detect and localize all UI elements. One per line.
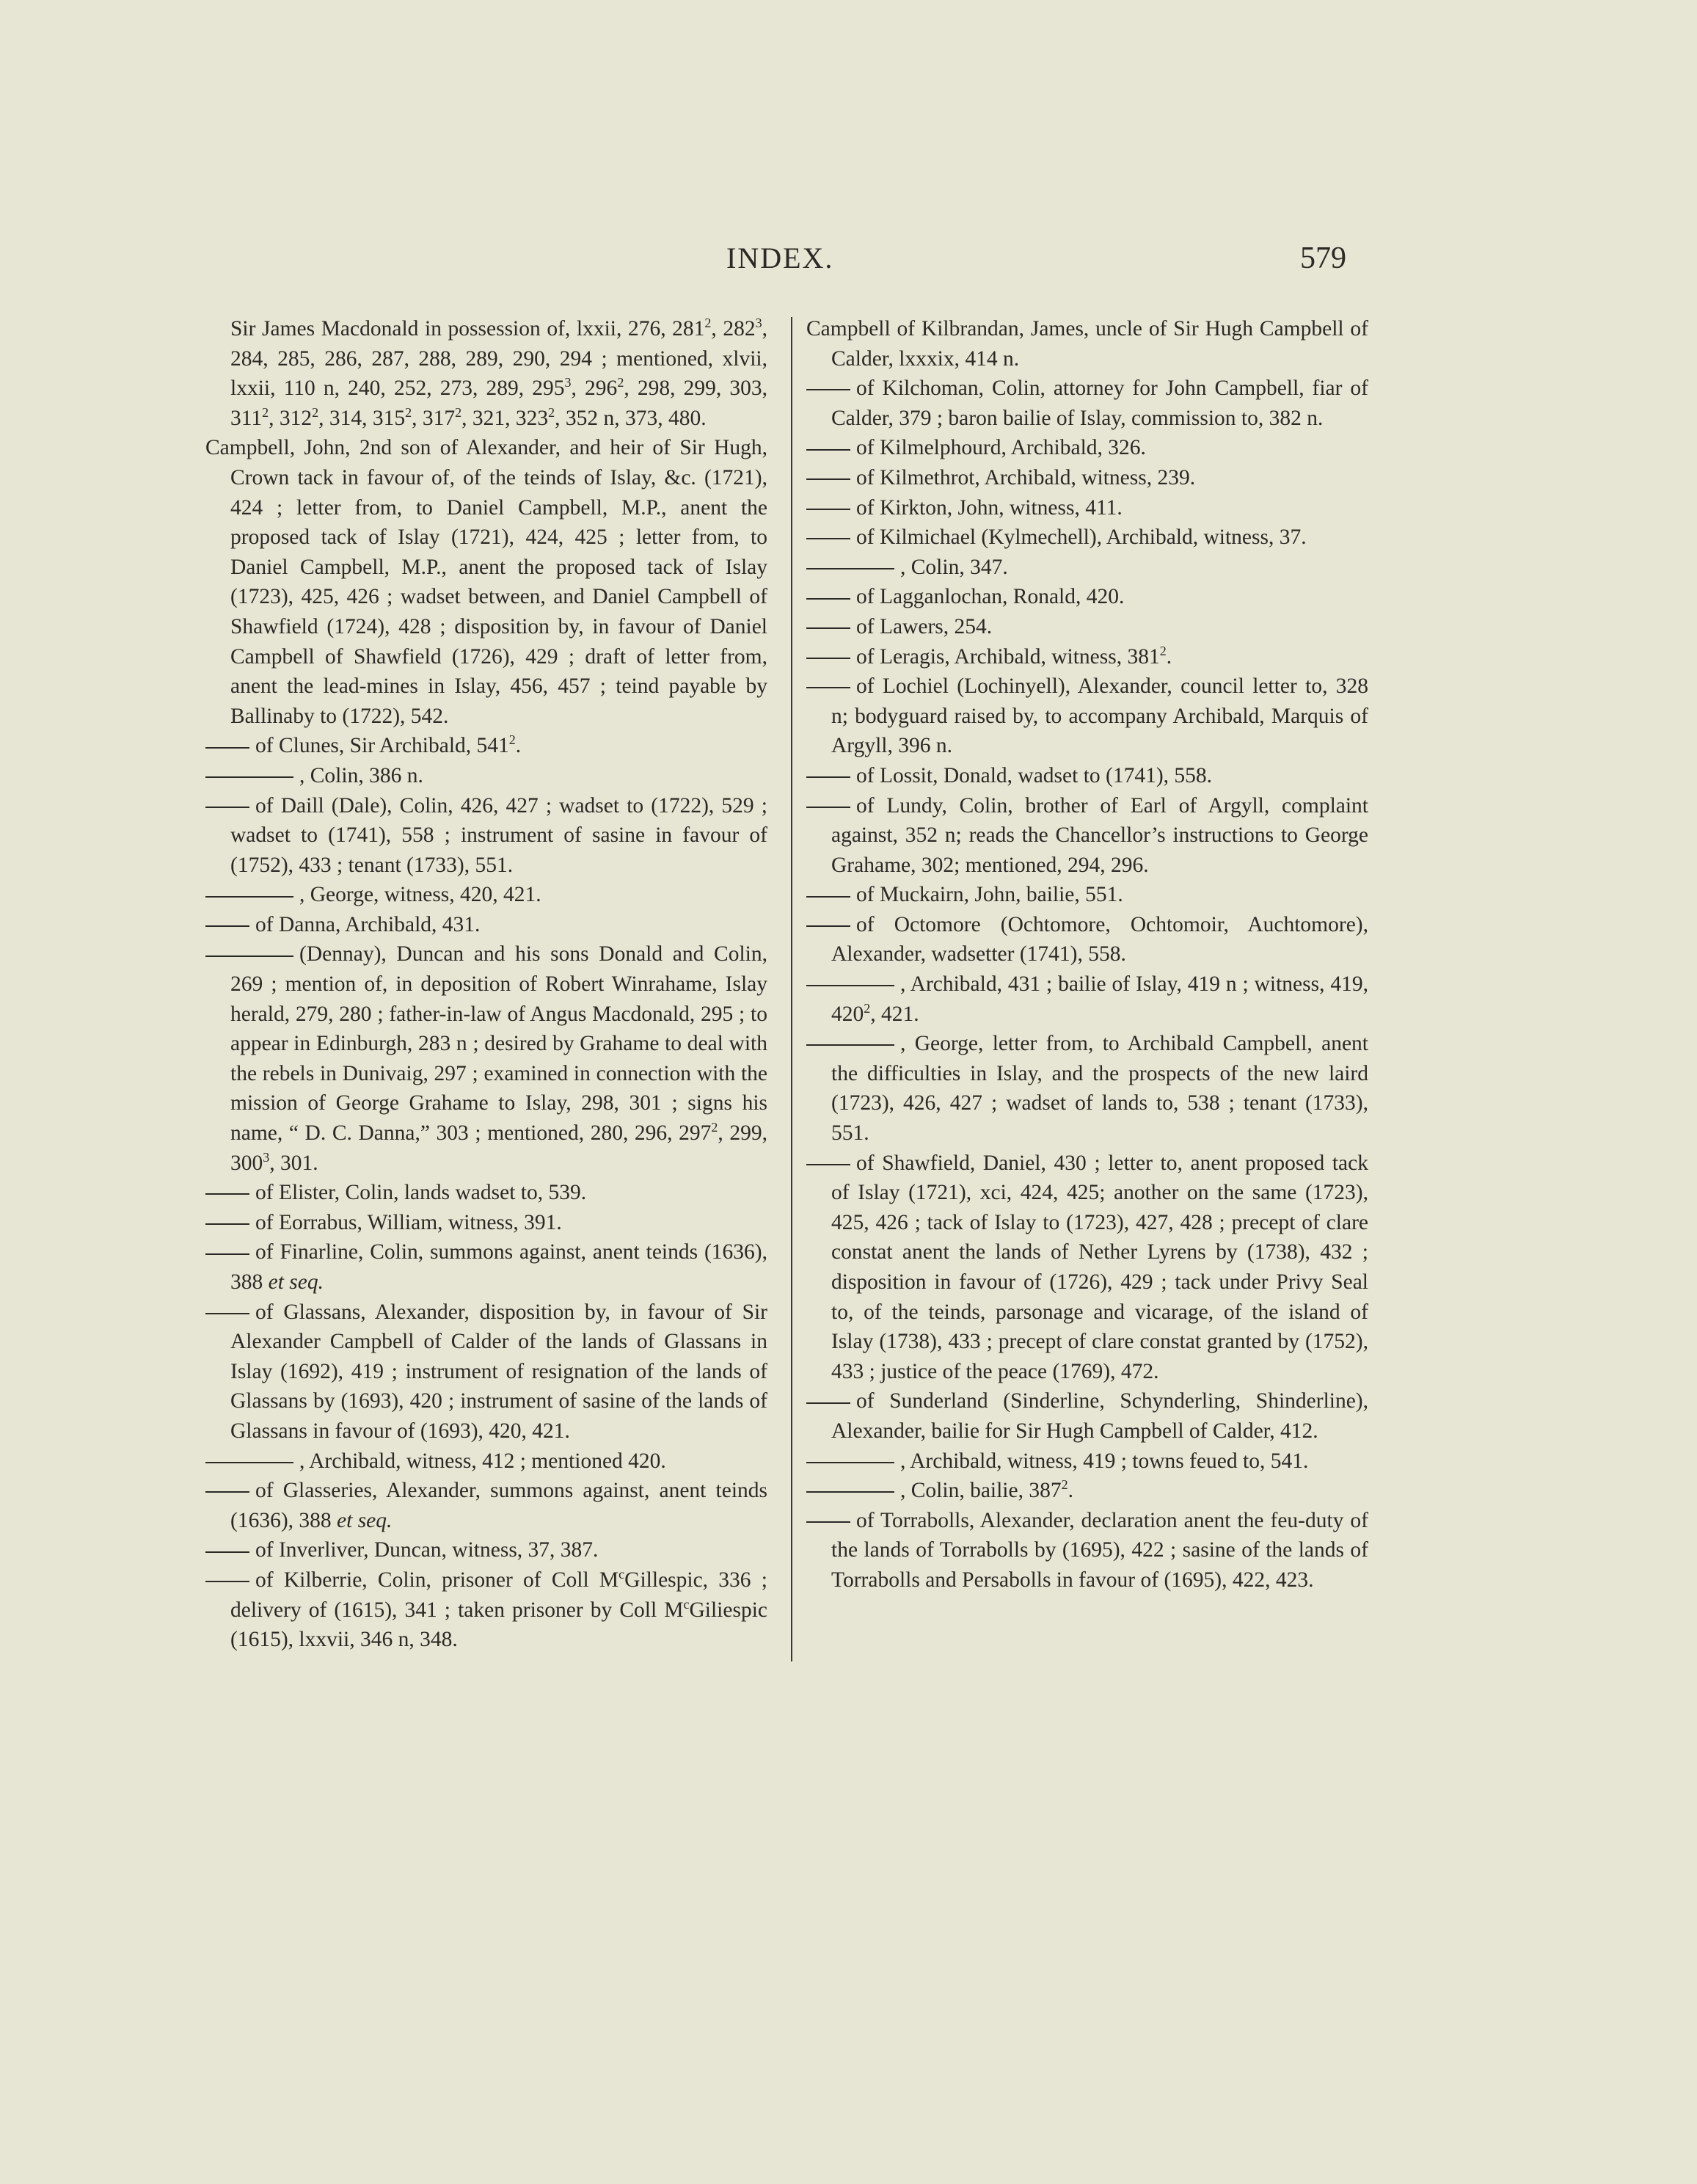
entry-text: of Kilmichael (Kylmechell), Archibald, witness, 37. — [856, 525, 1307, 550]
ditto-dash — [806, 389, 850, 390]
ditto-dash — [806, 1491, 894, 1493]
superscript: 2 — [262, 404, 269, 420]
index-entry — [205, 910, 767, 940]
ditto-dash — [205, 1462, 293, 1463]
column-divider — [791, 317, 792, 1661]
entry-text: of Eorrabus, William, witness, 391. — [255, 1210, 562, 1234]
entry-text: of Elister, Colin, lands wadset to, 539. — [255, 1181, 587, 1205]
entry-text: , George, letter from, to Archibald Campbell, anent the difficulties in Islay, and the prospects of the new laird (1723), 426, 427 ; wadset of lands to, 538 ; tenant (1733), 551. — [831, 1032, 1368, 1146]
superscript: 2 — [1061, 1477, 1068, 1493]
entry-text: of Glassans, Alexander, disposition by, in favour of Sir Alexander Campbell of Calder of the lands of Glassans in Islay (1692), 419 ; instrument of resignation of the lands of Glassans by (1693), 420 ; instrument of sasine of the lands of Glassans in favour of (1693), 420, 421. — [230, 1300, 767, 1443]
index-entry — [806, 1506, 1368, 1595]
superscript: 2 — [864, 1000, 871, 1016]
ditto-dash — [806, 538, 850, 539]
index-entry — [205, 1208, 767, 1238]
ditto-dash — [806, 1462, 894, 1463]
ditto-dash — [205, 1551, 249, 1553]
entry-text: , 312 — [269, 406, 313, 430]
entry-text: of Leragis, Archibald, witness, 381 — [856, 644, 1160, 669]
ditto-dash — [205, 956, 293, 957]
entry-text: of Finarline, Colin, summons against, anent teinds (1636), 388 — [230, 1240, 767, 1294]
index-entry — [205, 1297, 767, 1446]
entry-text: , Archibald, witness, 412 ; mentioned 420. — [299, 1449, 666, 1473]
entry-text: , 352 n, 373, 480. — [555, 406, 707, 430]
index-entry — [806, 314, 1368, 374]
entry-text: of Lagganlochan, Ronald, 420. — [856, 585, 1125, 609]
entry-text: (Dennay), Duncan and his sons Donald and Colin, 269 ; mention of, in deposition of Robert Winrahame, Islay herald, 279, 280 ; father-in-law of Angus Macdonald, 295 ; to appear in Edinburgh, 283 n ; desired by Grahame to deal with the rebels in Dunivaig, 297 ; examined in connection with the mission of George Grahame to Islay, 298, 301 ; signs his name, “ D. C. Danna,” 303 ; mentioned, 280, 296, 297 — [230, 942, 767, 1146]
entry-text: , 298, 299, 303, 311 — [230, 376, 768, 430]
index-entry — [205, 1237, 767, 1297]
ditto-dash — [806, 478, 850, 480]
ditto-dash — [806, 658, 850, 659]
ditto-dash — [205, 1193, 249, 1195]
entry-text: , 321, 323 — [461, 406, 549, 430]
index-entry — [806, 969, 1368, 1029]
index-entry — [205, 731, 767, 761]
entry-text: . — [1068, 1479, 1073, 1503]
index-entry — [806, 1476, 1368, 1506]
running-title: INDEX. — [726, 241, 834, 274]
entry-text: of Daill (Dale), Colin, 426, 427 ; wadset to (1722), 529 ; wadset to (1741), 558 ; instrument of sasine in favour of (1752), 433 ; tenant (1733), 551. — [230, 793, 767, 877]
ditto-dash — [205, 776, 293, 778]
entry-text: Gillespic, 336 ; delivery of (1615), 341 ; taken prisoner by Coll M — [230, 1568, 767, 1622]
entry-text: , 421. — [870, 1002, 919, 1026]
entry-text: , 314, 315 — [318, 406, 406, 430]
ditto-dash — [205, 1491, 249, 1493]
entry-text: of Kilmethrot, Archibald, witness, 239. — [856, 465, 1196, 489]
ditto-dash — [806, 985, 894, 986]
superscript: 2 — [312, 404, 319, 420]
ditto-dash — [205, 896, 293, 898]
index-entry — [806, 1029, 1368, 1148]
left-index-column — [205, 314, 767, 1655]
index-entry — [205, 1476, 767, 1535]
entry-text: of Danna, Archibald, 431. — [255, 912, 481, 936]
right-index-column — [806, 314, 1368, 1595]
index-entry — [205, 880, 767, 910]
ditto-dash — [806, 1164, 850, 1165]
index-entry — [806, 1446, 1368, 1477]
index-entry — [806, 582, 1368, 612]
ditto-dash — [806, 449, 850, 451]
superscript: 2 — [1159, 643, 1167, 658]
entry-text: , 301. — [269, 1151, 318, 1175]
entry-text: of Sunderland (Sinderline, Schynderling, Shinderline), Alexander, bailie for Sir Hugh Campbell of Calder, 412. — [831, 1389, 1368, 1443]
superscript: 2 — [704, 316, 712, 331]
entry-text: , Colin, bailie, 387 — [900, 1479, 1062, 1503]
index-entry — [806, 642, 1368, 672]
index-entry — [205, 314, 767, 433]
superscript: 3 — [755, 316, 762, 331]
index-entry — [806, 374, 1368, 433]
ditto-dash — [806, 1521, 850, 1523]
ditto-dash — [806, 896, 850, 898]
index-entry — [205, 1178, 767, 1208]
index-entry — [806, 493, 1368, 523]
ditto-dash — [205, 747, 249, 749]
index-entry — [806, 1386, 1368, 1446]
entry-text: of Lossit, Donald, wadset to (1741), 558. — [856, 763, 1213, 787]
ditto-dash — [806, 925, 850, 927]
index-entry — [806, 1149, 1368, 1387]
entry-text: , 282 — [711, 317, 756, 341]
index-entry — [205, 1565, 767, 1655]
ditto-dash — [806, 687, 850, 688]
index-entry — [806, 433, 1368, 463]
ditto-dash — [205, 807, 249, 808]
page-header — [0, 236, 1697, 280]
entry-text: of Octomore (Ochtomore, Ochtomoir, Auchtomore), Alexander, wadsetter (1741), 558. — [831, 912, 1368, 967]
superscript: 2 — [548, 404, 555, 420]
index-entry — [806, 553, 1368, 583]
ditto-dash — [806, 598, 850, 600]
ditto-dash — [205, 1223, 249, 1225]
superscript: 2 — [617, 375, 624, 390]
superscript: 2 — [508, 732, 516, 748]
ditto-dash — [205, 1253, 249, 1255]
index-entry — [205, 1446, 767, 1477]
index-entry — [806, 761, 1368, 791]
superscript: 2 — [455, 404, 462, 420]
superscript: 2 — [405, 404, 412, 420]
entry-text: , 284, 285, 286, 287, 288, 289, 290, 294 ; mentioned, xlvii, lxxii, 110 n, 240, 252, 273, 289, 295 — [230, 317, 767, 401]
entry-text: of Torrabolls, Alexander, declaration anent the feu-duty of the lands of Torrabolls by (1695), 422 ; sasine of the lands of Torrabolls and Persabolls in favour of (1695), 422, 423. — [831, 1508, 1368, 1592]
index-entry — [806, 880, 1368, 910]
superscript: 3 — [564, 375, 572, 390]
index-entry — [806, 612, 1368, 642]
entry-text: of Inverliver, Duncan, witness, 37, 387. — [255, 1538, 599, 1562]
italic-text: et seq. — [268, 1270, 324, 1294]
ditto-dash — [806, 807, 850, 808]
ditto-dash — [205, 1581, 249, 1582]
index-entry — [205, 1535, 767, 1565]
superscript: 3 — [263, 1149, 270, 1165]
entry-text: . — [1166, 644, 1172, 669]
entry-text: Giliespic (1615), lxxvii, 346 n, 348. — [230, 1598, 767, 1652]
ditto-dash — [806, 509, 850, 510]
entry-text: of Kilchoman, Colin, attorney for John Campbell, fiar of Calder, 379 ; baron bailie of Islay, commission to, 382 n. — [831, 376, 1368, 430]
entry-text: Campbell of Kilbrandan, James, uncle of Sir Hugh Campbell of Calder, lxxxix, 414 n. — [806, 317, 1368, 371]
ditto-dash — [806, 1402, 850, 1404]
entry-text: Campbell, John, 2nd son of Alexander, and heir of Sir Hugh, Crown tack in favour of, of the teinds of Islay, &c. (1721), 424 ; letter from, to Daniel Campbell, M.P., anent the proposed tack of Islay (1721), 424, 425 ; letter from, to Daniel Campbell, M.P., anent the proposed tack of Islay (1723), 425, 426 ; wadset between, and Daniel Campbell of Shawfield (1724), 428 ; disposition by, in favour of Daniel Campbell of Shawfield (1726), 429 ; draft of letter from, anent the lead-mines in Islay, 456, 457 ; teind payable by Ballinaby to (1722), 542. — [205, 436, 767, 728]
entry-text: of Kilmelphourd, Archibald, 326. — [856, 436, 1146, 460]
entry-text: , George, witness, 420, 421. — [299, 883, 541, 907]
ditto-dash — [205, 925, 249, 927]
entry-text: Sir James Macdonald in possession of, lxxii, 276, 281 — [230, 317, 705, 341]
entry-text: , Archibald, witness, 419 ; towns feued to, 541. — [900, 1449, 1309, 1473]
entry-text: of Kirkton, John, witness, 411. — [856, 495, 1123, 520]
entry-text: , Archibald, 431 ; bailie of Islay, 419 n ; witness, 419, 420 — [831, 972, 1368, 1026]
ditto-dash — [806, 1044, 894, 1046]
entry-text: , 317 — [412, 406, 456, 430]
entry-text: , 299, 300 — [230, 1121, 768, 1175]
index-entry — [806, 671, 1368, 761]
entry-text: , Colin, 347. — [900, 555, 1008, 579]
entry-text: of Muckairn, John, bailie, 551. — [856, 883, 1123, 907]
index-entry — [205, 761, 767, 791]
index-entry — [205, 939, 767, 1178]
entry-text: of Kilberrie, Colin, prisoner of Coll M — [255, 1568, 619, 1592]
index-entry — [806, 523, 1368, 553]
index-entry — [205, 433, 767, 731]
entry-text: . — [515, 734, 522, 758]
index-entry — [806, 463, 1368, 493]
index-entry — [205, 791, 767, 881]
entry-text: of Lochiel (Lochinyell), Alexander, council letter to, 328 n; bodyguard raised by, to accompany Archibald, Marquis of Argyll, 396 n. — [831, 674, 1368, 758]
entry-text: of Lawers, 254. — [856, 614, 993, 638]
entry-text: of Glasseries, Alexander, summons against, anent teinds (1636), 388 — [230, 1479, 767, 1532]
entry-text: of Lundy, Colin, brother of Earl of Argyll, complaint against, 352 n; reads the Chancellor’s instructions to George Grahame, 302; mentioned, 294, 296. — [831, 793, 1368, 877]
superscript: 2 — [711, 1120, 718, 1135]
ditto-dash — [806, 776, 850, 778]
index-entry — [806, 910, 1368, 969]
ditto-dash — [806, 568, 894, 569]
entry-text: of Shawfield, Daniel, 430 ; letter to, anent proposed tack of Islay (1721), xci, 424, 425; another on the same (1723), 425, 426 ; tack of Islay to (1723), 427, 428 ; precept of clare constat anent the lands of Nether Lyrens by (1738), 432 ; disposition in favour of (1726), 429 ; tack under Privy Seal to, of the teinds, parsonage and vicarage, of the island of Islay (1738), 433 ; precept of clare constat granted by (1752), 433 ; justice of the peace (1769), 472. — [831, 1151, 1368, 1383]
entry-text: of Clunes, Sir Archibald, 541 — [255, 734, 509, 758]
italic-text: et seq. — [337, 1508, 393, 1532]
ditto-dash — [205, 1313, 249, 1314]
entry-text: , Colin, 386 n. — [299, 763, 423, 787]
index-entry — [806, 791, 1368, 881]
superscript: c — [618, 1567, 625, 1582]
entry-text: , 296 — [571, 376, 618, 401]
page-number: 579 — [1300, 241, 1346, 275]
ditto-dash — [806, 627, 850, 629]
superscript: c — [683, 1596, 690, 1612]
